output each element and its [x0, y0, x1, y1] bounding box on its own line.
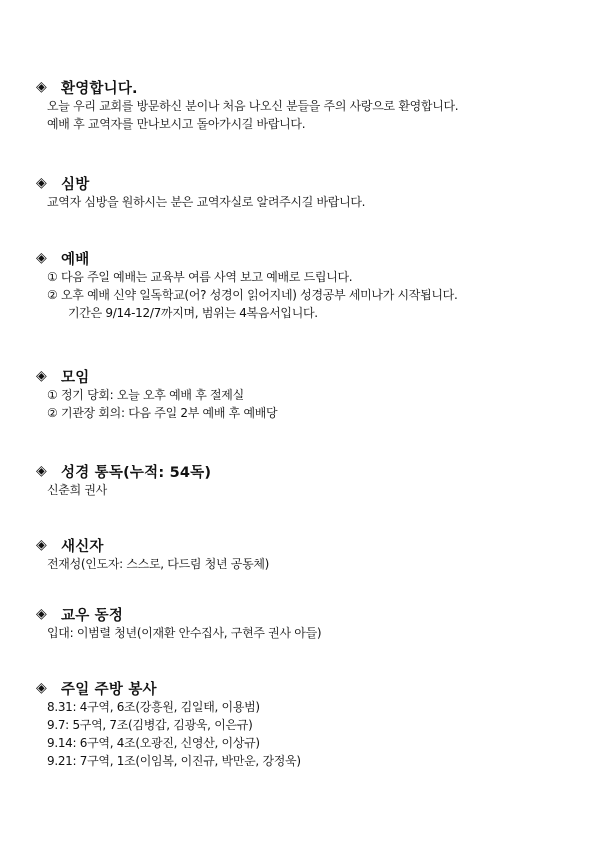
- body-line: 입대: 이범렬 청년(이재환 안수집사, 구현주 권사 아들): [47, 626, 322, 640]
- body-line: 전재성(인도자: 스스로, 다드림 청년 공동체): [47, 557, 270, 571]
- body-line: ② 기관장 회의: 다음 주일 2부 예배 후 예배당: [47, 406, 278, 420]
- section-title: 환영합니다.: [61, 80, 138, 97]
- section-newcomer: [36, 535, 576, 573]
- body-line: 9.7: 5구역, 7조(김병갑, 김광욱, 이은규): [47, 718, 253, 732]
- section-welcome: [36, 77, 576, 133]
- diamond-bullet-icon: ◈: [36, 680, 47, 696]
- diamond-bullet-icon: ◈: [36, 368, 47, 384]
- section-heading: [36, 248, 576, 268]
- section-heading: [36, 173, 576, 193]
- diamond-bullet-icon: ◈: [36, 463, 47, 479]
- diamond-bullet-icon: ◈: [36, 606, 47, 622]
- section-title: 주일 주방 봉사: [61, 681, 157, 698]
- body-line: ① 정기 당회: 오늘 오후 예배 후 절제실: [47, 388, 244, 402]
- section-heading: [36, 678, 576, 698]
- section-kitchen-service: [36, 678, 576, 770]
- section-title: 모임: [61, 369, 90, 386]
- section-title: 성경 통독(누적: 54독): [61, 464, 212, 481]
- body-line: 교역자 심방을 원하시는 분은 교역자실로 알려주시길 바랍니다.: [47, 195, 366, 209]
- body-line: 오늘 우리 교회를 방문하신 분이나 처음 나오신 분들을 주의 사랑으로 환영합니다.: [47, 99, 459, 113]
- section-title: 예배: [61, 251, 90, 268]
- section-heading: [36, 604, 576, 624]
- section-visitation: [36, 173, 576, 211]
- section-heading: [36, 535, 576, 555]
- body-line: ② 오후 예배 신약 일독학교(어? 성경이 읽어지네) 성경공부 세미나가 시작됩니다.: [47, 288, 458, 302]
- section-heading: [36, 77, 576, 97]
- diamond-bullet-icon: ◈: [36, 537, 47, 553]
- section-title: 새신자: [61, 538, 104, 555]
- body-line: 신춘희 권사: [47, 483, 107, 497]
- section-bible-reading: [36, 461, 576, 499]
- body-line: 기간은 9/14-12/7까지며, 범위는 4복음서입니다.: [68, 306, 318, 320]
- section-member-news: [36, 604, 576, 642]
- body-line: 8.31: 4구역, 6조(강흥원, 김일태, 이용범): [47, 700, 260, 714]
- section-title: 심방: [61, 176, 90, 193]
- diamond-bullet-icon: ◈: [36, 175, 47, 191]
- section-worship: [36, 248, 576, 322]
- body-line: 9.14: 6구역, 4조(오광진, 신영산, 이상규): [47, 736, 260, 750]
- body-line: 예배 후 교역자를 만나보시고 돌아가시길 바랍니다.: [47, 117, 306, 131]
- diamond-bullet-icon: ◈: [36, 250, 47, 266]
- body-line: ① 다음 주일 예배는 교육부 여름 사역 보고 예배로 드립니다.: [47, 270, 353, 284]
- section-heading: [36, 461, 576, 481]
- section-meeting: [36, 366, 576, 422]
- section-title: 교우 동정: [61, 607, 124, 624]
- diamond-bullet-icon: ◈: [36, 79, 47, 95]
- body-line: 9.21: 7구역, 1조(이임복, 이진규, 박만운, 강정욱): [47, 754, 301, 768]
- section-heading: [36, 366, 576, 386]
